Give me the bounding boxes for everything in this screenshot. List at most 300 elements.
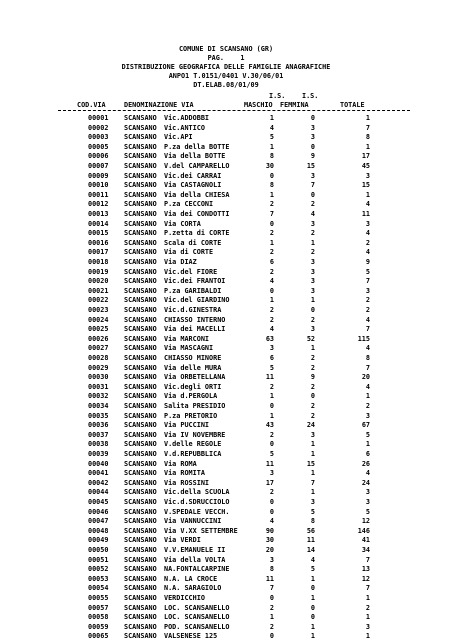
- cell-maschio: 2: [269, 488, 274, 497]
- cell-cod-via: 00050: [88, 546, 109, 554]
- cell-maschio: 4: [269, 325, 274, 334]
- cell-maschio: 1: [269, 411, 274, 420]
- cell-femmina: 1: [310, 488, 315, 497]
- cell-cod-via: 00038: [88, 440, 109, 449]
- cell-cod-via: 00054: [88, 584, 109, 593]
- cell-totale: 4: [365, 382, 370, 391]
- cell-totale: 146: [357, 526, 370, 535]
- cell-cod-via: 00057: [88, 603, 109, 612]
- cell-maschio: 11: [265, 574, 274, 583]
- cell-totale: 45: [361, 162, 370, 170]
- cell-comune: SCANSANO: [124, 382, 157, 391]
- cell-maschio: 0: [269, 594, 274, 602]
- report-subtitle: DISTRIBUZIONE GEOGRAFICA DELLE FAMIGLIE ANAGRAFICHE: [121, 63, 331, 71]
- cell-femmina: 1: [310, 469, 315, 478]
- cell-maschio: 2: [269, 603, 274, 612]
- cell-totale: 7: [365, 363, 370, 372]
- cell-cod-via: 00037: [88, 430, 109, 439]
- cell-maschio: 1: [269, 238, 274, 247]
- cell-cod-via: 00011: [88, 190, 109, 199]
- cell-femmina: 2: [310, 229, 315, 238]
- cell-cod-via: 00051: [88, 555, 109, 564]
- cell-comune: SCANSANO: [124, 363, 157, 372]
- cell-femmina: 0: [310, 584, 315, 593]
- cell-comune: SCANSANO: [124, 584, 157, 593]
- cell-femmina: 52: [306, 334, 315, 343]
- cell-femmina: 7: [310, 478, 315, 487]
- cell-totale: 2: [365, 306, 370, 314]
- cell-cod-via: 00049: [88, 536, 109, 545]
- cell-denominazione: VALSENESE 125: [164, 632, 218, 641]
- cell-femmina: 15: [306, 459, 315, 468]
- cell-femmina: 2: [310, 363, 315, 372]
- cell-comune: SCANSANO: [124, 238, 157, 247]
- cell-denominazione: Vic.dei CARRAI: [164, 171, 222, 180]
- cell-denominazione: LOC. SCANSANELLO: [164, 603, 230, 612]
- cell-cod-via: 00048: [88, 526, 109, 535]
- cell-femmina: 1: [310, 594, 315, 602]
- table-row: [0, 516, 452, 526]
- cell-comune: SCANSANO: [124, 478, 157, 487]
- cell-denominazione: Vic.del FIORE: [164, 267, 218, 276]
- cell-comune: SCANSANO: [124, 536, 157, 545]
- cell-maschio: 2: [269, 229, 274, 238]
- cell-femmina: 0: [310, 142, 315, 151]
- cell-femmina: 1: [310, 574, 315, 583]
- cell-maschio: 63: [265, 334, 274, 343]
- cell-totale: 4: [365, 344, 370, 353]
- cell-femmina: 3: [310, 219, 315, 228]
- cell-comune: SCANSANO: [124, 315, 157, 324]
- cell-comune: SCANSANO: [124, 152, 157, 161]
- cell-denominazione: V.del CAMPARELLO: [164, 162, 230, 170]
- cell-cod-via: 00065: [88, 632, 109, 641]
- cell-totale: 3: [365, 498, 370, 506]
- cell-femmina: 2: [310, 315, 315, 324]
- cell-totale: 8: [365, 354, 370, 362]
- cell-totale: 13: [361, 565, 370, 574]
- table-row: [0, 430, 452, 440]
- table-row: [0, 526, 452, 536]
- table-row: [0, 497, 452, 507]
- cell-denominazione: CHIASSO MINORE: [164, 354, 222, 362]
- cell-denominazione: Vic.API: [164, 133, 193, 142]
- cell-maschio: 7: [269, 210, 274, 218]
- cell-totale: 4: [365, 229, 370, 238]
- cell-cod-via: 00058: [88, 613, 109, 622]
- table-row: [0, 286, 452, 296]
- cell-maschio: 1: [269, 392, 274, 401]
- cell-femmina: 8: [310, 517, 315, 526]
- cell-cod-via: 00030: [88, 373, 109, 382]
- cell-maschio: 1: [269, 613, 274, 622]
- cell-maschio: 3: [269, 555, 274, 564]
- cell-comune: SCANSANO: [124, 344, 157, 353]
- cell-femmina: 2: [310, 382, 315, 391]
- cell-totale: 3: [365, 286, 370, 295]
- col-femmina: FEMMINA: [280, 101, 309, 109]
- cell-totale: 4: [365, 315, 370, 324]
- cell-maschio: 2: [269, 430, 274, 439]
- cell-femmina: 2: [310, 200, 315, 209]
- cell-denominazione: Via CASTAGNOLI: [164, 181, 222, 190]
- cell-femmina: 3: [310, 277, 315, 286]
- cell-denominazione: Via di CORTE: [164, 248, 214, 257]
- cell-denominazione: Via delle MURA: [164, 363, 222, 372]
- cell-cod-via: 00036: [88, 421, 109, 430]
- table-row: [0, 382, 452, 392]
- cell-comune: SCANSANO: [124, 133, 157, 142]
- cell-totale: 1: [365, 594, 370, 602]
- cell-denominazione: Via DIAZ: [164, 258, 197, 266]
- cell-femmina: 24: [306, 421, 315, 430]
- cell-totale: 8: [365, 133, 370, 142]
- cell-maschio: 4: [269, 277, 274, 286]
- cell-totale: 5: [365, 507, 370, 516]
- cell-totale: 5: [365, 430, 370, 439]
- cell-totale: 1: [365, 632, 370, 641]
- cell-denominazione: LOC. SCANSANELLO: [164, 613, 230, 622]
- cell-femmina: 1: [310, 344, 315, 353]
- cell-cod-via: 00019: [88, 267, 109, 276]
- cell-comune: SCANSANO: [124, 603, 157, 612]
- cell-comune: SCANSANO: [124, 430, 157, 439]
- cell-cod-via: 00012: [88, 200, 109, 209]
- cell-comune: SCANSANO: [124, 171, 157, 180]
- cell-comune: SCANSANO: [124, 622, 157, 631]
- col-is-2: I.S.: [302, 92, 319, 100]
- cell-comune: SCANSANO: [124, 574, 157, 583]
- cell-totale: 5: [365, 267, 370, 276]
- cell-cod-via: 00005: [88, 142, 109, 151]
- cell-cod-via: 00013: [88, 210, 109, 218]
- cell-maschio: 4: [269, 517, 274, 526]
- cell-comune: SCANSANO: [124, 114, 157, 122]
- cell-denominazione: Via MARCONI: [164, 334, 210, 343]
- table-row: [0, 487, 452, 497]
- cell-cod-via: 00044: [88, 488, 109, 497]
- cell-denominazione: Vic.d.GINESTRA: [164, 306, 222, 314]
- table-row: [0, 583, 452, 593]
- cell-denominazione: POD. SCANSANELLO: [164, 622, 230, 631]
- cell-cod-via: 00031: [88, 382, 109, 391]
- cell-maschio: 6: [269, 258, 274, 266]
- cell-cod-via: 00002: [88, 123, 109, 132]
- table-row: [0, 209, 452, 219]
- cell-cod-via: 00026: [88, 334, 109, 343]
- cell-maschio: 11: [265, 373, 274, 382]
- cell-maschio: 2: [269, 622, 274, 631]
- cell-cod-via: 00015: [88, 229, 109, 238]
- cell-cod-via: 00059: [88, 622, 109, 631]
- cell-comune: SCANSANO: [124, 507, 157, 516]
- col-cod-via: COD.VIA: [77, 101, 106, 109]
- col-denominazione: DENOMINAZIONE VIA: [124, 101, 194, 109]
- cell-maschio: 0: [269, 632, 274, 641]
- cell-cod-via: 00039: [88, 450, 109, 458]
- cell-comune: SCANSANO: [124, 354, 157, 362]
- cell-denominazione: Via CORTA: [164, 219, 201, 228]
- cell-maschio: 30: [265, 536, 274, 545]
- cell-totale: 12: [361, 517, 370, 526]
- table-row: [0, 564, 452, 574]
- cell-maschio: 30: [265, 162, 274, 170]
- cell-comune: SCANSANO: [124, 565, 157, 574]
- cell-maschio: 0: [269, 219, 274, 228]
- table-row: [0, 228, 452, 238]
- cell-totale: 7: [365, 584, 370, 593]
- table-row: [0, 545, 452, 555]
- cell-femmina: 0: [310, 306, 315, 314]
- cell-femmina: 3: [310, 325, 315, 334]
- cell-denominazione: V.d.REPUBBLICA: [164, 450, 222, 458]
- cell-cod-via: 00007: [88, 162, 109, 170]
- cell-totale: 12: [361, 574, 370, 583]
- cell-totale: 7: [365, 123, 370, 132]
- table-row: [0, 132, 452, 142]
- cell-femmina: 4: [310, 555, 315, 564]
- cell-cod-via: 00017: [88, 248, 109, 257]
- cell-comune: SCANSANO: [124, 334, 157, 343]
- cell-denominazione: Vic.ANTICO: [164, 123, 205, 132]
- cell-maschio: 7: [269, 584, 274, 593]
- cell-cod-via: 00024: [88, 315, 109, 324]
- cell-denominazione: P.za della BOTTE: [164, 142, 230, 151]
- cell-maschio: 1: [269, 190, 274, 199]
- cell-femmina: 1: [310, 450, 315, 458]
- cell-cod-via: 00045: [88, 498, 109, 506]
- cell-denominazione: Via MASCAGNI: [164, 344, 214, 353]
- cell-denominazione: P.zetta di CORTE: [164, 229, 230, 238]
- cell-totale: 2: [365, 238, 370, 247]
- table-row: [0, 449, 452, 459]
- table-row: [0, 305, 452, 315]
- cell-comune: SCANSANO: [124, 526, 157, 535]
- cell-comune: SCANSANO: [124, 142, 157, 151]
- cell-maschio: 3: [269, 344, 274, 353]
- cell-totale: 2: [365, 603, 370, 612]
- table-row: [0, 171, 452, 181]
- cell-femmina: 3: [310, 498, 315, 506]
- table-row: [0, 267, 452, 277]
- cell-totale: 7: [365, 277, 370, 286]
- table-row: [0, 603, 452, 613]
- cell-totale: 7: [365, 555, 370, 564]
- cell-denominazione: Via IV NOVEMBRE: [164, 430, 226, 439]
- cell-comune: SCANSANO: [124, 325, 157, 334]
- table-row: [0, 372, 452, 382]
- cell-totale: 11: [361, 210, 370, 218]
- cell-maschio: 0: [269, 498, 274, 506]
- cell-femmina: 4: [310, 210, 315, 218]
- cell-totale: 1: [365, 613, 370, 622]
- cell-cod-via: 00003: [88, 133, 109, 142]
- cell-maschio: 17: [265, 478, 274, 487]
- cell-denominazione: Vic.degli ORTI: [164, 382, 222, 391]
- cell-comune: SCANSANO: [124, 181, 157, 190]
- cell-femmina: 2: [310, 402, 315, 410]
- cell-maschio: 2: [269, 248, 274, 257]
- cell-comune: SCANSANO: [124, 210, 157, 218]
- cell-comune: SCANSANO: [124, 488, 157, 497]
- table-row: [0, 535, 452, 545]
- cell-cod-via: 00010: [88, 181, 109, 190]
- cell-cod-via: 00035: [88, 411, 109, 420]
- cell-comune: SCANSANO: [124, 267, 157, 276]
- cell-comune: SCANSANO: [124, 469, 157, 478]
- table-row: [0, 574, 452, 584]
- cell-comune: SCANSANO: [124, 613, 157, 622]
- table-row: [0, 439, 452, 449]
- table-row: [0, 478, 452, 488]
- cell-femmina: 5: [310, 507, 315, 516]
- cell-totale: 1: [365, 392, 370, 401]
- cell-femmina: 0: [310, 114, 315, 122]
- table-row: [0, 420, 452, 430]
- cell-totale: 3: [365, 411, 370, 420]
- cell-totale: 6: [365, 450, 370, 458]
- table-row: [0, 151, 452, 161]
- cell-totale: 3: [365, 622, 370, 631]
- table-row: [0, 190, 452, 200]
- cell-femmina: 2: [310, 248, 315, 257]
- cell-denominazione: Via della CHIESA: [164, 190, 230, 199]
- cell-totale: 9: [365, 258, 370, 266]
- cell-denominazione: Via della VOLTA: [164, 555, 226, 564]
- cell-denominazione: Via PUCCINI: [164, 421, 210, 430]
- report-title: COMUNE DI SCANSANO (GR): [178, 45, 274, 53]
- cell-maschio: 1: [269, 114, 274, 122]
- cell-denominazione: N.A. LA CROCE: [164, 574, 218, 583]
- cell-cod-via: 00027: [88, 344, 109, 353]
- cell-maschio: 43: [265, 421, 274, 430]
- cell-comune: SCANSANO: [124, 546, 157, 554]
- cell-comune: SCANSANO: [124, 632, 157, 641]
- cell-cod-via: 00020: [88, 277, 109, 286]
- cell-cod-via: 00055: [88, 594, 109, 602]
- cell-comune: SCANSANO: [124, 555, 157, 564]
- cell-maschio: 2: [269, 267, 274, 276]
- cell-femmina: 9: [310, 373, 315, 382]
- cell-denominazione: Via ORBETELLANA: [164, 373, 226, 382]
- cell-femmina: 1: [310, 622, 315, 631]
- cell-cod-via: 00029: [88, 363, 109, 372]
- cell-totale: 1: [365, 190, 370, 199]
- cell-femmina: 3: [310, 267, 315, 276]
- table-row: [0, 180, 452, 190]
- cell-maschio: 3: [269, 469, 274, 478]
- cell-totale: 3: [365, 171, 370, 180]
- cell-femmina: 0: [310, 613, 315, 622]
- cell-denominazione: Via VERDI: [164, 536, 201, 545]
- cell-denominazione: CHIASSO INTERNO: [164, 315, 226, 324]
- cell-femmina: 15: [306, 162, 315, 170]
- cell-totale: 1: [365, 440, 370, 449]
- cell-maschio: 0: [269, 507, 274, 516]
- cell-comune: SCANSANO: [124, 286, 157, 295]
- cell-cod-via: 00040: [88, 459, 109, 468]
- cell-cod-via: 00042: [88, 478, 109, 487]
- cell-totale: 2: [365, 402, 370, 410]
- cell-comune: SCANSANO: [124, 517, 157, 526]
- table-row: [0, 459, 452, 469]
- cell-denominazione: Via VANNUCCINI: [164, 517, 222, 526]
- cell-denominazione: V.delle REGOLE: [164, 440, 222, 449]
- cell-cod-via: 00053: [88, 574, 109, 583]
- cell-maschio: 0: [269, 402, 274, 410]
- table-row: [0, 401, 452, 411]
- table-row: [0, 468, 452, 478]
- table-row: [0, 612, 452, 622]
- table-row: [0, 363, 452, 373]
- col-maschio: MASCHIO: [244, 101, 273, 109]
- cell-maschio: 20: [265, 546, 274, 554]
- cell-cod-via: 00034: [88, 402, 109, 410]
- cell-comune: SCANSANO: [124, 277, 157, 286]
- cell-femmina: 3: [310, 171, 315, 180]
- cell-denominazione: V.V.EMANUELE II: [164, 546, 226, 554]
- cell-comune: SCANSANO: [124, 258, 157, 266]
- cell-denominazione: Vic.dei FRANTOI: [164, 277, 226, 286]
- cell-femmina: 3: [310, 258, 315, 266]
- cell-cod-via: 00047: [88, 517, 109, 526]
- cell-cod-via: 00028: [88, 354, 109, 362]
- cell-femmina: 1: [310, 440, 315, 449]
- cell-maschio: 5: [269, 363, 274, 372]
- cell-denominazione: Salita PRESIDIO: [164, 402, 226, 410]
- cell-maschio: 1: [269, 296, 274, 305]
- cell-totale: 34: [361, 546, 370, 554]
- cell-maschio: 90: [265, 526, 274, 535]
- cell-cod-via: 00052: [88, 565, 109, 574]
- cell-totale: 7: [365, 325, 370, 334]
- table-row: [0, 343, 452, 353]
- cell-maschio: 4: [269, 123, 274, 132]
- table-row: [0, 123, 452, 133]
- cell-cod-via: 00032: [88, 392, 109, 401]
- cell-comune: SCANSANO: [124, 162, 157, 170]
- cell-comune: SCANSANO: [124, 123, 157, 132]
- cell-femmina: 11: [306, 536, 315, 545]
- header-divider: [58, 110, 410, 111]
- cell-femmina: 3: [310, 123, 315, 132]
- cell-denominazione: Via dei CONDOTTI: [164, 210, 230, 218]
- cell-comune: SCANSANO: [124, 459, 157, 468]
- table-row: [0, 593, 452, 603]
- cell-totale: 1: [365, 114, 370, 122]
- cell-denominazione: Via ROMITA: [164, 469, 205, 478]
- cell-comune: SCANSANO: [124, 411, 157, 420]
- cell-denominazione: P.za CECCONI: [164, 200, 214, 209]
- cell-femmina: 2: [310, 354, 315, 362]
- cell-cod-via: 00009: [88, 171, 109, 180]
- cell-totale: 2: [365, 296, 370, 305]
- cell-maschio: 8: [269, 181, 274, 190]
- cell-cod-via: 00025: [88, 325, 109, 334]
- cell-comune: SCANSANO: [124, 392, 157, 401]
- table-row: [0, 315, 452, 325]
- cell-comune: SCANSANO: [124, 402, 157, 410]
- cell-maschio: 6: [269, 354, 274, 362]
- col-is-1: I.S.: [269, 92, 286, 100]
- cell-comune: SCANSANO: [124, 306, 157, 314]
- cell-maschio: 1: [269, 142, 274, 151]
- cell-femmina: 14: [306, 546, 315, 554]
- cell-maschio: 5: [269, 450, 274, 458]
- elaboration-date: DT.ELAB.08/01/09: [193, 81, 259, 89]
- table-row: [0, 334, 452, 344]
- cell-denominazione: NA.FONTALCARPINE: [164, 565, 230, 574]
